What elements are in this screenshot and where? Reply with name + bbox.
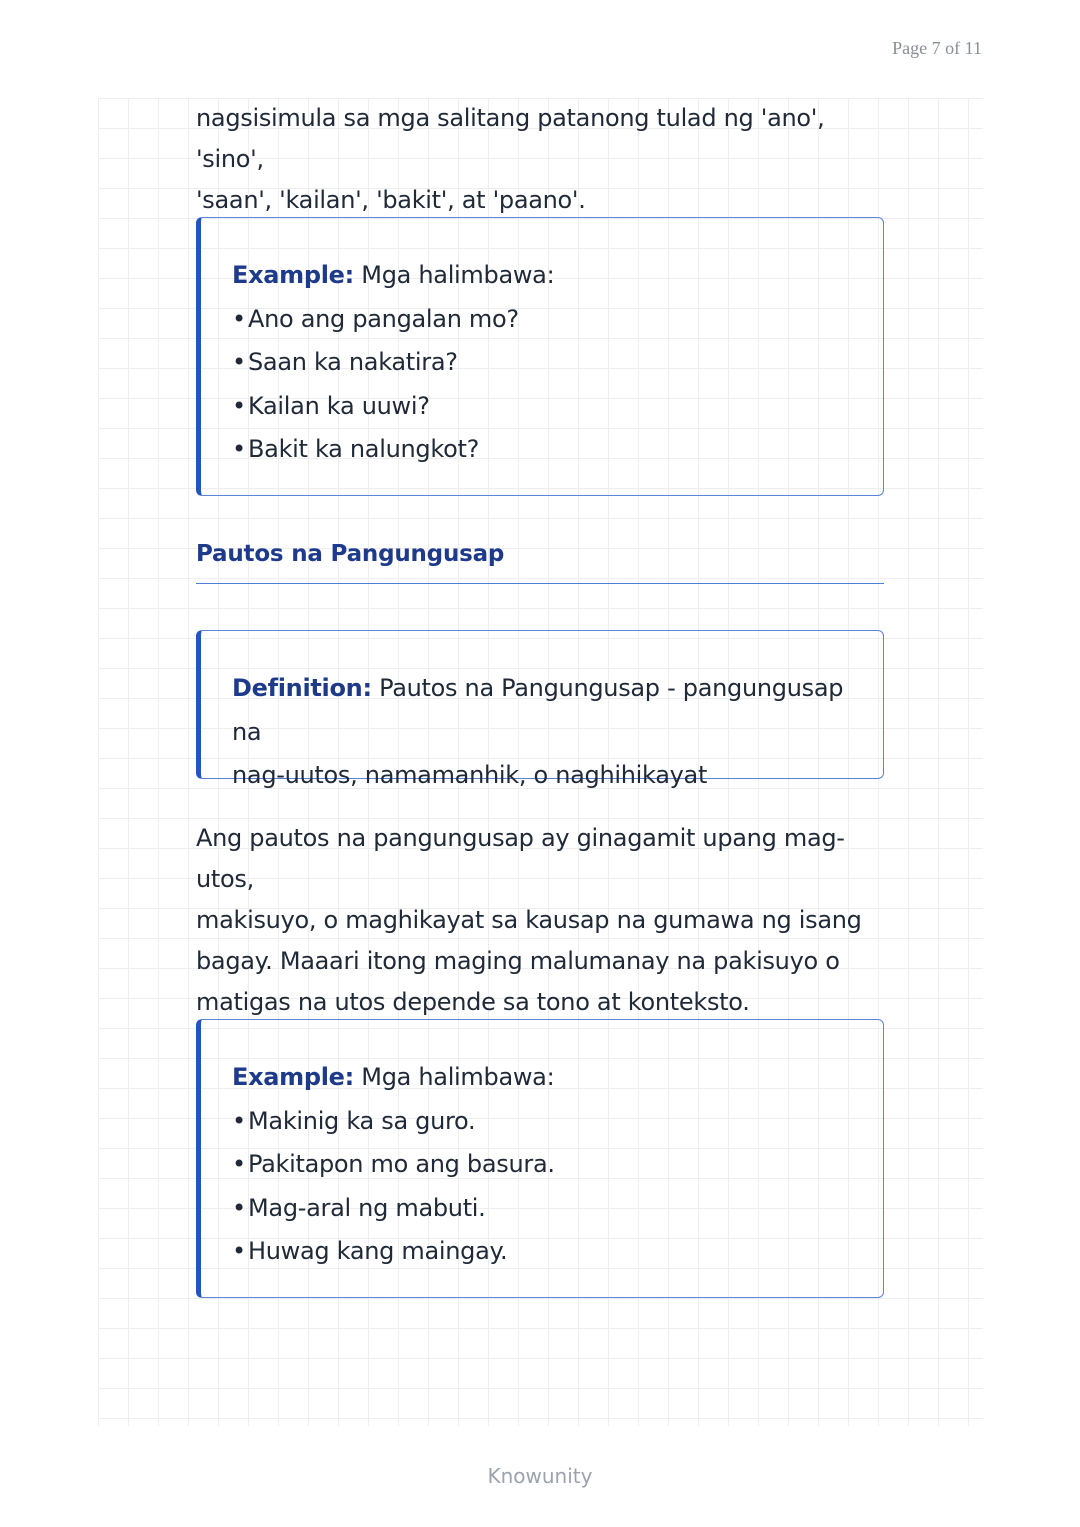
paragraph-line: matigas na utos depende sa tono at konteksto. (196, 988, 750, 1016)
bullet-icon: • (232, 304, 246, 333)
example-box (196, 217, 884, 496)
bullet-icon: • (232, 391, 246, 420)
bullet-icon: • (232, 1237, 246, 1265)
bullet-icon: • (232, 348, 246, 376)
list-item (232, 1100, 853, 1144)
bullet-icon: • (232, 1193, 246, 1222)
example-box (196, 1019, 884, 1298)
list-item-text: Pakitapon mo ang basura. (248, 1150, 555, 1178)
list-item (232, 428, 853, 472)
example-label: Example: (232, 261, 354, 289)
list-item (232, 341, 853, 385)
example-title-text: Mga halimbawa: (353, 261, 555, 289)
intro-paragraph (196, 98, 884, 221)
paragraph-line: Ang pautos na pangungusap ay ginagamit upang mag-utos, (196, 824, 845, 893)
list-item-text: Huwag kang maingay. (248, 1237, 508, 1265)
paragraph-line: nagsisimula sa mga salitang patanong tulad ng 'ano', 'sino', (196, 104, 825, 173)
section-heading: Pautos na Pangungusap (196, 541, 884, 584)
bullet-icon: • (232, 1150, 246, 1178)
paragraph-line: 'saan', 'kailan', 'bakit', at 'paano'. (196, 186, 586, 214)
definition-label: Definition: (232, 674, 372, 702)
list-item (232, 1143, 853, 1187)
bullet-icon: • (232, 435, 246, 463)
example-title (232, 254, 853, 298)
definition-text: Pautos na Pangungusap - pangungusap na (232, 674, 844, 746)
list-item-text: Makinig ka sa guro. (248, 1106, 476, 1135)
page-indicator: Page 7 of 11 (892, 38, 982, 58)
definition-line: nag-uutos, namamanhik, o naghihikayat (232, 761, 708, 789)
example-title (232, 1056, 853, 1100)
list-item-text: Mag-aral ng mabuti. (248, 1193, 486, 1222)
list-item-text: Ano ang pangalan mo? (248, 304, 519, 333)
list-item (232, 1230, 853, 1274)
footer-brand: Knowunity (487, 1464, 593, 1488)
list-item-text: Bakit ka nalungkot? (248, 435, 480, 463)
body-paragraph (196, 818, 884, 1023)
paragraph-line: bagay. Maaari itong maging malumanay na pakisuyo o (196, 947, 840, 975)
paragraph-line: makisuyo, o maghikayat sa kausap na gumawa ng isang (196, 906, 862, 934)
list-item-text: Saan ka nakatira? (248, 348, 458, 376)
list-item (232, 385, 853, 429)
example-label: Example: (232, 1063, 354, 1091)
bullet-icon: • (232, 1106, 246, 1135)
list-item (232, 1187, 853, 1231)
definition-box (196, 630, 884, 789)
definition-line (232, 667, 853, 754)
list-item (232, 298, 853, 342)
list-item-text: Kailan ka uuwi? (248, 391, 430, 420)
example-title-text: Mga halimbawa: (353, 1063, 555, 1091)
section-header (196, 541, 884, 584)
